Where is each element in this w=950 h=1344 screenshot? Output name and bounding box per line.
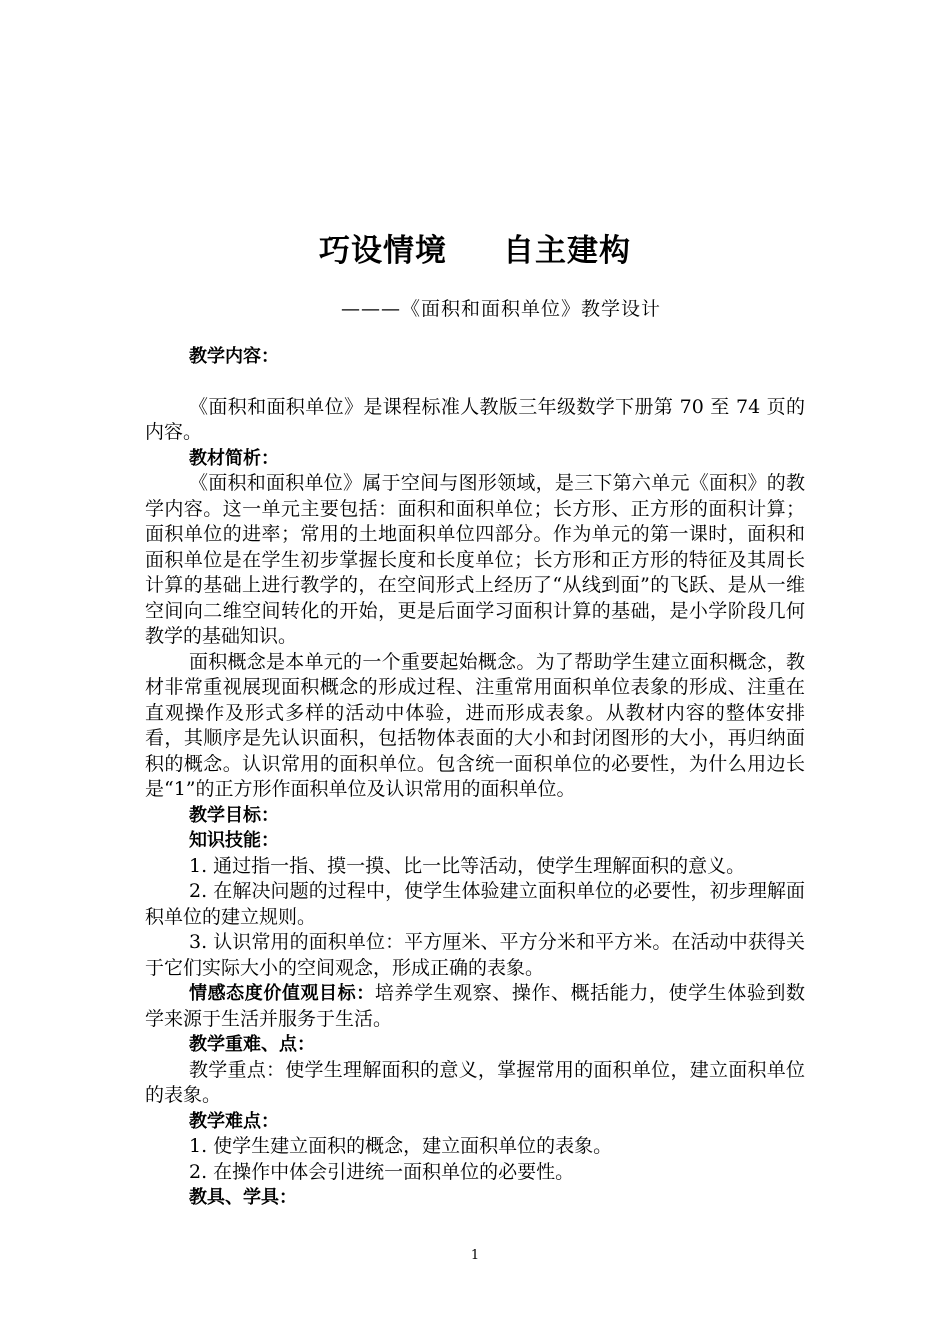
attitude-paragraph <box>145 981 805 1032</box>
skills-heading: 知识技能： <box>189 830 279 851</box>
skill-item-2: 2. 在解决问题的过程中，使学生体验建立面积单位的必要性，初步理解面积单位的建立规则。 <box>145 880 805 928</box>
document-body <box>145 338 805 1211</box>
goals-heading: 教学目标： <box>189 804 279 826</box>
analysis-heading: 教材简析： <box>189 447 279 469</box>
page-subtitle: ———《面积和面积单位》教学设计 <box>340 298 661 320</box>
blank-line <box>145 370 805 395</box>
page-number: 1 <box>470 1248 480 1263</box>
content-heading: 教学内容： <box>189 346 279 367</box>
goals-heading-line <box>145 803 805 829</box>
title-part-2: 自主建构 <box>503 233 631 269</box>
attitude-text: 培养学生观察、操作、概括能力，使学生体验到数学来源于生活并服务于生活。 <box>145 982 805 1030</box>
analysis-paragraph-1: 《面积和面积单位》属于空间与图形领域，是三下第六单元《面积》的教学内容。这一单元主要包括：面积和面积单位；长方形、正方形的面积计算；面积单位的进率；常用的土地面积单位四部分。作为单元的第一课时，面积和面积单位是在学生初步掌握长度和长度单位；长方形和正方形的特征及其周长计算的基础上进行教学的，在空间形式上经历了“从线到面”的飞跃、是从一维空间向二维空间转化的开始，更是后面学习面积计算的基础，是小学阶段几何教学的基础知识。 <box>145 472 805 647</box>
key-heading: 教学重难、点： <box>189 1034 315 1055</box>
tools-heading: 教具、学具： <box>189 1187 297 1208</box>
key-heading-line <box>145 1032 805 1058</box>
difficulty-item-2: 2. 在操作中体会引进统一面积单位的必要性。 <box>189 1160 575 1183</box>
analysis-paragraph-2: 面积概念是本单元的一个重要起始概念。为了帮助学生建立面积概念，教材非常重视展现面积概念的形成过程、注重常用面积单位表象的形成、注重在直观操作及形式多样的活动中体验，进而形成表象。从教材内容的整体安排看，其顺序是先认识面积，包括物体表面的大小和封闭图形的大小，再归纳面积的概念。认识常用的面积单位。包含统一面积单位的必要性，为什么用边长是“1”的正方形作面积单位及认识常用的面积单位。 <box>145 650 805 800</box>
skills-heading-line <box>145 828 805 854</box>
difficulty-item-1: 1. 使学生建立面积的概念，建立面积单位的表象。 <box>189 1135 613 1157</box>
difficulty-heading: 教学难点： <box>189 1110 279 1132</box>
key-paragraph: 教学重点：使学生理解面积的意义，掌握常用的面积单位，建立面积单位的表象。 <box>145 1058 805 1106</box>
skill-item-3: 3. 认识常用的面积单位：平方厘米、平方分米和平方米。在活动中获得关于它们实际大小的空间观念，形成正确的表象。 <box>145 931 805 979</box>
difficulty-heading-line <box>145 1109 805 1135</box>
attitude-heading: 情感态度价值观目标： <box>189 983 375 1004</box>
analysis-heading-line <box>145 446 805 472</box>
page-title <box>319 225 631 270</box>
tools-heading-line <box>145 1185 805 1211</box>
title-row <box>0 225 950 270</box>
content-paragraph: 《面积和面积单位》是课程标准人教版三年级数学下册第 70 至 74 页的内容。 <box>145 395 805 443</box>
title-part-1: 巧设情境 <box>319 233 447 269</box>
content-heading-line <box>145 344 805 370</box>
skill-item-1: 1. 通过指一指、摸一摸、比一比等活动，使学生理解面积的意义。 <box>189 854 746 877</box>
